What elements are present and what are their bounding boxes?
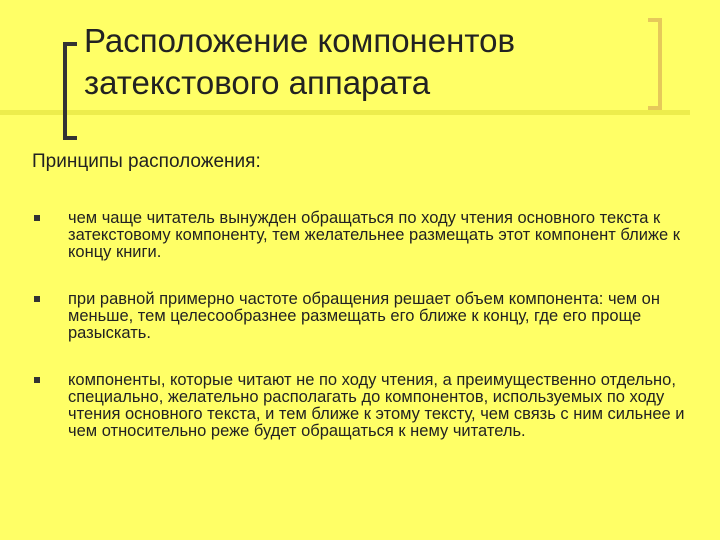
bullet-item <box>34 210 694 261</box>
bullet-item <box>34 372 694 440</box>
square-bullet-icon <box>34 377 40 383</box>
slide-title <box>84 20 515 104</box>
square-bullet-icon <box>34 215 40 221</box>
slide-subtitle: Принципы расположения: <box>32 151 261 172</box>
bullet-list <box>34 210 694 470</box>
bullet-text: при равной примерно частоте обращения решает объем компонента: чем он меньше, тем целесообразнее размещать его ближе к концу, где его проще разыскать. <box>68 290 660 342</box>
slide-title-line-1: Расположение компонентов <box>84 22 515 59</box>
left-bracket-decoration <box>63 42 77 140</box>
square-bullet-icon <box>34 296 40 302</box>
title-underline <box>0 110 690 115</box>
slide-title-line-2: затекстового аппарата <box>84 64 431 101</box>
bullet-text: компоненты, которые читают не по ходу чтения, а преимущественно отдельно, специально, желательно располагать до компонентов, используемых по ходу чтения основного текста, и тем ближе к этому тексту, чем связь с ним сильнее и чем относительно реже будет обращаться к нему читатель. <box>68 371 685 440</box>
bullet-item <box>34 291 694 342</box>
right-bracket-decoration <box>648 18 662 110</box>
bullet-text: чем чаще читатель вынужден обращаться по ходу чтения основного текста к затекстовому компоненту, тем желательнее размещать этот компонент ближе к концу книги. <box>68 209 680 261</box>
